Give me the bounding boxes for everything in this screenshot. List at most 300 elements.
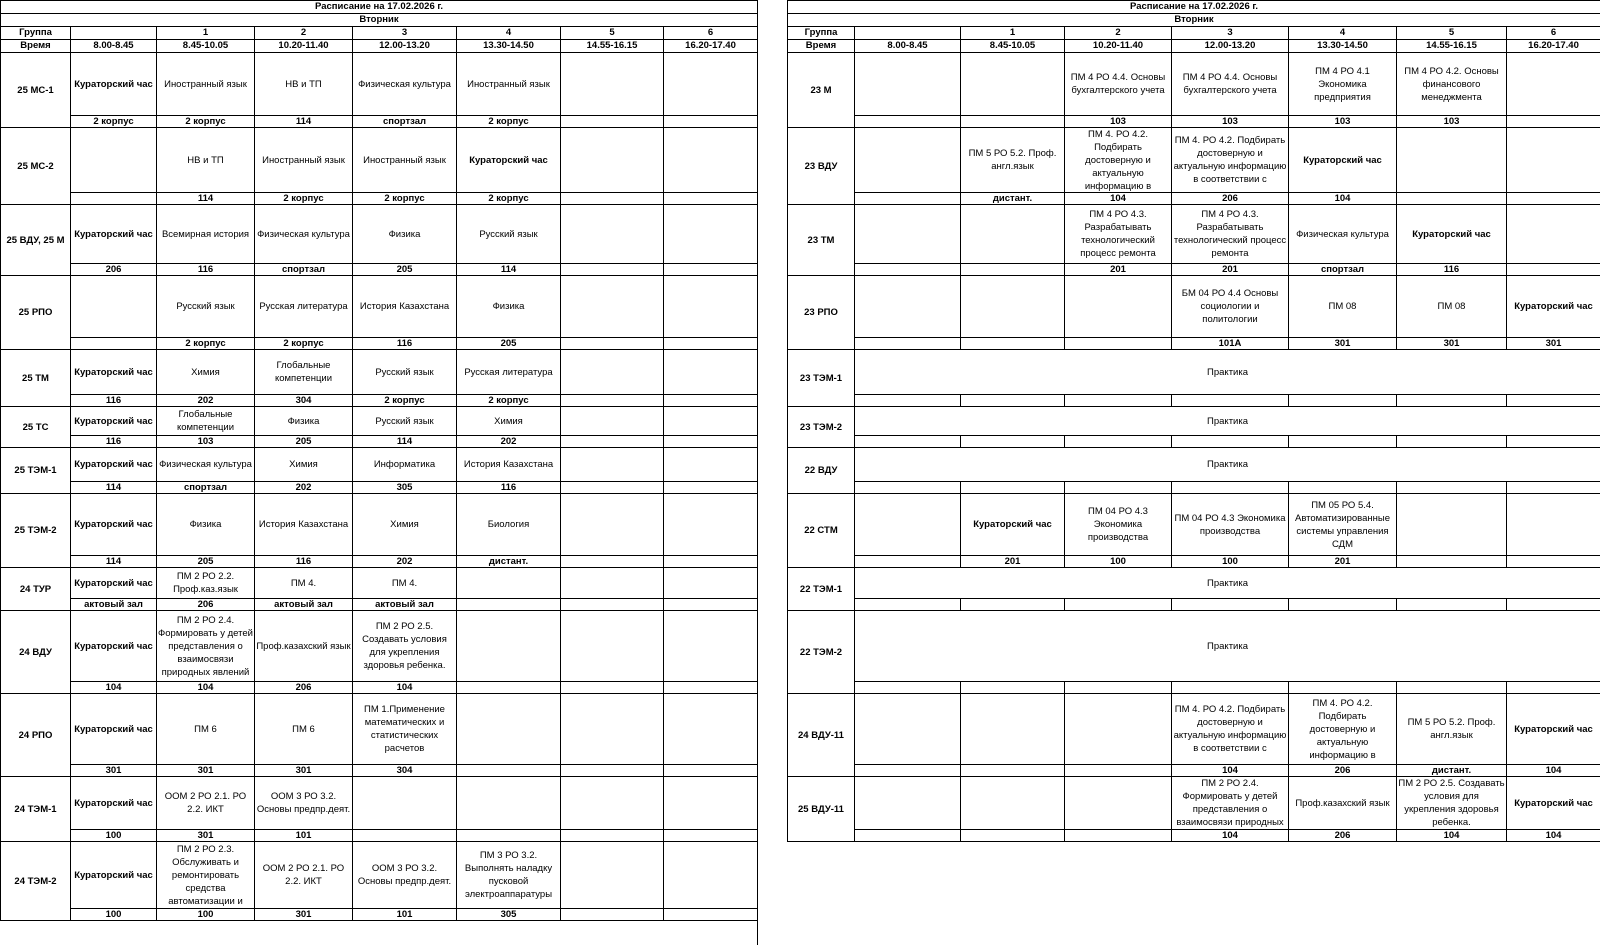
group-name: 25 ВДУ-11 xyxy=(788,777,855,842)
room-cell: 2 корпус xyxy=(457,395,561,407)
room-cell: 104 xyxy=(1289,193,1397,205)
lesson-text: Кураторский час xyxy=(1514,723,1593,735)
room-cell xyxy=(561,556,664,568)
lesson-text: Кураторский час xyxy=(1514,797,1593,809)
room-cell: спортзал xyxy=(255,264,353,276)
lesson-cell xyxy=(1397,128,1507,193)
group-name: 22 ВДУ xyxy=(788,448,855,494)
room-cell: 206 xyxy=(1172,193,1289,205)
lesson-text: Кураторский час xyxy=(74,78,153,90)
group-name: 25 ВДУ, 25 М xyxy=(1,205,71,276)
lesson-text: ПМ 5 РО 5.2. Проф. англ.язык xyxy=(968,148,1057,172)
table-row xyxy=(788,264,1600,276)
room-cell: 201 xyxy=(1289,556,1397,568)
room-cell xyxy=(855,193,961,205)
table-row xyxy=(788,128,1600,193)
table-row xyxy=(1,777,758,830)
table-row xyxy=(788,395,1600,407)
lesson-text: ПМ 2 РО 2.2. Проф.каз.язык xyxy=(173,571,238,595)
lesson-text: ПМ 4 РО 4.1 Экономика предприятия xyxy=(1314,65,1371,103)
room-cell xyxy=(1172,395,1289,407)
pair-number-6: 6 xyxy=(1507,27,1600,40)
lesson-cell xyxy=(157,494,255,556)
lesson-text: Кураторский час xyxy=(74,577,153,589)
pair-number-0 xyxy=(71,27,157,40)
lesson-text: Иностранный язык xyxy=(363,154,446,166)
room-cell xyxy=(561,395,664,407)
room-cell xyxy=(855,116,961,128)
lesson-text: ПМ 5 РО 5.2. Проф. англ.язык xyxy=(1407,717,1496,741)
lesson-text: ПМ 08 xyxy=(1437,301,1466,312)
table-row xyxy=(788,205,1600,264)
lesson-cell xyxy=(1289,777,1397,830)
lesson-text: БМ 04 РО 4.4 Основы социологии и политологии xyxy=(1181,288,1279,325)
lesson-text: Физика xyxy=(189,519,222,530)
room-cell xyxy=(664,830,758,842)
lesson-text: ПМ 4. xyxy=(391,577,418,589)
lesson-cell xyxy=(664,842,758,909)
merged-activity: Практика xyxy=(855,448,1600,482)
lesson-cell xyxy=(664,448,758,482)
lesson-cell xyxy=(71,611,157,682)
lesson-cell xyxy=(664,407,758,436)
time-slot-6: 16.20-17.40 xyxy=(664,40,758,53)
room-cell: 2 корпус xyxy=(255,338,353,350)
time-header: Время xyxy=(1,40,71,53)
lesson-text: Химия xyxy=(191,366,220,378)
lesson-text: Иностранный язык xyxy=(262,154,345,166)
lesson-cell xyxy=(71,276,157,338)
lesson-cell xyxy=(71,694,157,765)
lesson-text: История Казахстана xyxy=(359,301,450,312)
lesson-text: Русский язык xyxy=(375,415,434,427)
lesson-cell xyxy=(255,777,353,830)
lesson-text: Кураторский час xyxy=(74,366,153,378)
pair-number-2: 2 xyxy=(255,27,353,40)
room-cell: 206 xyxy=(71,264,157,276)
room-cell xyxy=(855,599,961,611)
lesson-text: Кураторский час xyxy=(469,154,548,166)
lesson-cell xyxy=(1289,276,1397,338)
room-cell xyxy=(457,765,561,777)
room-cell xyxy=(664,395,758,407)
lesson-cell xyxy=(664,777,758,830)
group-name: 23 ВДУ xyxy=(788,128,855,205)
lesson-cell xyxy=(855,694,961,765)
lesson-cell xyxy=(1065,494,1172,556)
lesson-cell xyxy=(353,568,457,599)
room-cell: 104 xyxy=(157,682,255,694)
room-cell: дистант. xyxy=(1397,765,1507,777)
table-row xyxy=(788,556,1600,568)
table-row xyxy=(1,264,758,276)
lesson-cell xyxy=(1172,53,1289,116)
room-cell: 202 xyxy=(157,395,255,407)
room-cell: 104 xyxy=(1065,193,1172,205)
lesson-text: Кураторский час xyxy=(74,228,153,240)
room-cell: 202 xyxy=(353,556,457,568)
lesson-cell xyxy=(961,128,1065,193)
lesson-cell xyxy=(157,128,255,193)
group-name: 23 М xyxy=(788,53,855,128)
lesson-text: ООМ 3 РО 3.2. Основы предпр.деят. xyxy=(357,863,452,887)
table-row xyxy=(788,482,1600,494)
room-cell: 202 xyxy=(255,482,353,494)
room-cell: 301 xyxy=(1397,338,1507,350)
table-row xyxy=(788,407,1600,436)
lesson-cell xyxy=(255,448,353,482)
room-cell xyxy=(1065,482,1172,494)
room-cell xyxy=(1507,599,1600,611)
lesson-cell xyxy=(157,448,255,482)
table-row xyxy=(1,128,758,193)
room-cell xyxy=(1065,599,1172,611)
lesson-cell xyxy=(1397,276,1507,338)
pair-number-0 xyxy=(855,27,961,40)
group-name: 25 ТЭМ-2 xyxy=(1,494,71,568)
room-cell xyxy=(961,338,1065,350)
lesson-cell xyxy=(457,611,561,682)
room-cell xyxy=(1289,482,1397,494)
table-row xyxy=(788,611,1600,682)
room-cell xyxy=(961,436,1065,448)
table-row xyxy=(1,599,758,611)
lesson-text: Русский язык xyxy=(479,228,538,240)
lesson-cell xyxy=(71,128,157,193)
lesson-text: ПМ 4. РО 4.2. Подбирать достоверную и актуальную информацию в соответствии с xyxy=(1173,135,1287,185)
room-cell: 116 xyxy=(71,436,157,448)
room-cell xyxy=(664,264,758,276)
pair-number-4: 4 xyxy=(457,27,561,40)
lesson-cell xyxy=(855,53,961,116)
pair-number-2: 2 xyxy=(1065,27,1172,40)
lesson-cell xyxy=(1397,494,1507,556)
room-cell: 116 xyxy=(1397,264,1507,276)
lesson-cell xyxy=(457,777,561,830)
room-cell xyxy=(1289,436,1397,448)
group-name: 25 РПО xyxy=(1,276,71,350)
lesson-cell xyxy=(1507,53,1600,116)
room-cell xyxy=(1065,830,1172,842)
room-cell: 104 xyxy=(1507,830,1600,842)
room-cell xyxy=(1065,395,1172,407)
time-slot-3: 12.00-13.20 xyxy=(353,40,457,53)
time-slot-4: 13.30-14.50 xyxy=(1289,40,1397,53)
group-name: 23 ТМ xyxy=(788,205,855,276)
lesson-cell xyxy=(457,568,561,599)
lesson-cell xyxy=(71,205,157,264)
time-header: Время xyxy=(788,40,855,53)
lesson-text: ПМ 4. РО 4.2. Подбирать достоверную и актуальную информацию в xyxy=(1084,129,1152,192)
lesson-cell xyxy=(71,350,157,395)
room-cell: 100 xyxy=(1172,556,1289,568)
schedule-title: Расписание на 17.02.2026 г. xyxy=(788,1,1600,14)
table-row xyxy=(788,436,1600,448)
lesson-text: ПМ 6 xyxy=(292,723,315,735)
lesson-cell xyxy=(353,694,457,765)
lesson-cell xyxy=(1397,205,1507,264)
room-cell xyxy=(1397,436,1507,448)
lesson-cell xyxy=(1397,777,1507,830)
lesson-cell xyxy=(961,494,1065,556)
room-cell: 116 xyxy=(457,482,561,494)
lesson-cell xyxy=(157,694,255,765)
group-name: 24 ТУР xyxy=(1,568,71,611)
room-cell xyxy=(855,436,961,448)
room-cell xyxy=(561,599,664,611)
lesson-cell xyxy=(664,53,758,116)
lesson-cell xyxy=(157,407,255,436)
room-cell: 2 корпус xyxy=(157,338,255,350)
lesson-cell xyxy=(157,611,255,682)
lesson-cell xyxy=(855,494,961,556)
lesson-text: ООМ 2 РО 2.1. РО 2.2. ИКТ xyxy=(262,863,345,887)
room-cell xyxy=(664,909,758,921)
room-cell xyxy=(561,193,664,205)
lesson-cell xyxy=(1507,128,1600,193)
room-cell: спортзал xyxy=(353,116,457,128)
lesson-text: ПМ 2 РО 2.5. Создавать условия для укрепления здоровья ребенка. xyxy=(362,621,447,671)
lesson-text: История Казахстана xyxy=(463,459,554,470)
group-name: 22 ТЭМ-2 xyxy=(788,611,855,694)
group-name: 24 РПО xyxy=(1,694,71,777)
room-cell xyxy=(457,682,561,694)
room-cell: 201 xyxy=(961,556,1065,568)
pair-number-6: 6 xyxy=(664,27,758,40)
time-slot-1: 8.45-10.05 xyxy=(961,40,1065,53)
lesson-cell xyxy=(157,53,255,116)
room-cell xyxy=(664,193,758,205)
room-cell xyxy=(457,599,561,611)
room-cell xyxy=(961,599,1065,611)
pair-number-5: 5 xyxy=(561,27,664,40)
group-name: 25 ТЭМ-1 xyxy=(1,448,71,494)
lesson-cell xyxy=(255,694,353,765)
lesson-cell xyxy=(1065,205,1172,264)
lesson-cell xyxy=(353,494,457,556)
lesson-cell xyxy=(71,53,157,116)
time-slot-5: 14.55-16.15 xyxy=(1397,40,1507,53)
room-cell: 2 корпус xyxy=(353,395,457,407)
group-name: 24 ВДУ xyxy=(1,611,71,694)
table-row xyxy=(788,448,1600,482)
time-slot-2: 10.20-11.40 xyxy=(1065,40,1172,53)
time-slot-5: 14.55-16.15 xyxy=(561,40,664,53)
table-row xyxy=(1,568,758,599)
lesson-cell xyxy=(157,842,255,909)
lesson-cell xyxy=(1172,205,1289,264)
room-cell: 114 xyxy=(71,482,157,494)
lesson-cell xyxy=(157,568,255,599)
lesson-text: Глобальные компетенции xyxy=(176,409,235,433)
lesson-text: Химия xyxy=(494,415,523,427)
room-cell xyxy=(664,338,758,350)
lesson-cell xyxy=(255,842,353,909)
merged-activity: Практика xyxy=(855,407,1600,436)
table-row xyxy=(1,682,758,694)
lesson-text: Физика xyxy=(388,228,421,240)
room-cell xyxy=(561,338,664,350)
lesson-cell xyxy=(157,777,255,830)
room-cell: 205 xyxy=(457,338,561,350)
lesson-cell xyxy=(353,777,457,830)
schedule-title: Расписание на 17.02.2026 г. xyxy=(1,1,758,14)
room-cell: 103 xyxy=(1397,116,1507,128)
room-cell: 301 xyxy=(255,909,353,921)
room-cell xyxy=(71,338,157,350)
lesson-cell xyxy=(855,205,961,264)
lesson-text: ПМ 2 РО 2.4. Формировать у детей представления о взаимосвязи природных явлений xyxy=(158,614,253,678)
lesson-cell xyxy=(1065,128,1172,193)
room-cell: 304 xyxy=(353,765,457,777)
lesson-cell xyxy=(1289,128,1397,193)
room-cell: 2 корпус xyxy=(457,116,561,128)
lesson-cell xyxy=(664,205,758,264)
room-cell xyxy=(1507,116,1600,128)
lesson-cell xyxy=(255,568,353,599)
room-cell xyxy=(1507,436,1600,448)
room-cell xyxy=(1172,682,1289,694)
lesson-text: ПМ 4 РО 4.3. Разрабатывать технологический процесс ремонта xyxy=(1173,209,1287,259)
schedule-sheet-left xyxy=(0,0,757,921)
room-cell xyxy=(855,395,961,407)
lesson-cell xyxy=(457,350,561,395)
day-of-week: Вторник xyxy=(788,14,1600,27)
time-slot-3: 12.00-13.20 xyxy=(1172,40,1289,53)
lesson-cell xyxy=(1507,694,1600,765)
lesson-text: Кураторский час xyxy=(74,869,153,881)
lesson-cell xyxy=(457,407,561,436)
lesson-text: ПМ 2 РО 2.3. Обслуживать и ремонтировать средства автоматизации и xyxy=(168,843,243,907)
lesson-cell xyxy=(1172,276,1289,338)
lesson-cell xyxy=(855,276,961,338)
room-cell: 301 xyxy=(157,830,255,842)
room-cell: 301 xyxy=(255,765,353,777)
lesson-cell xyxy=(353,842,457,909)
room-cell xyxy=(961,482,1065,494)
pair-number-3: 3 xyxy=(353,27,457,40)
schedule-table-left xyxy=(0,0,758,921)
lesson-cell xyxy=(353,128,457,193)
room-cell xyxy=(664,116,758,128)
lesson-cell xyxy=(457,448,561,482)
lesson-text: Кураторский час xyxy=(74,519,153,530)
room-cell xyxy=(961,682,1065,694)
group-header: Группа xyxy=(1,27,71,40)
room-cell xyxy=(1172,599,1289,611)
table-row xyxy=(1,205,758,264)
lesson-cell xyxy=(1172,494,1289,556)
room-cell xyxy=(561,264,664,276)
merged-activity: Практика xyxy=(855,350,1600,395)
lesson-cell xyxy=(961,777,1065,830)
lesson-cell xyxy=(457,842,561,909)
lesson-text: Физическая культура xyxy=(358,78,451,90)
table-row xyxy=(788,116,1600,128)
lesson-cell xyxy=(1065,53,1172,116)
lesson-text: Физика xyxy=(492,301,525,312)
lesson-cell xyxy=(961,694,1065,765)
group-name: 24 ТЭМ-2 xyxy=(1,842,71,921)
table-row xyxy=(1,765,758,777)
room-cell xyxy=(1507,556,1600,568)
room-cell: 205 xyxy=(157,556,255,568)
group-name: 24 ВДУ-11 xyxy=(788,694,855,777)
table-row xyxy=(788,765,1600,777)
lesson-text: Кураторский час xyxy=(1514,301,1593,312)
room-cell xyxy=(855,556,961,568)
lesson-cell xyxy=(961,205,1065,264)
lesson-text: Глобальные компетенции xyxy=(274,360,333,384)
room-cell: дистант. xyxy=(961,193,1065,205)
room-cell xyxy=(353,830,457,842)
lesson-text: ПМ 4. РО 4.2. Подбирать достоверную и актуальную информацию в соответствии с xyxy=(1173,704,1287,754)
room-cell xyxy=(855,765,961,777)
room-cell xyxy=(1507,264,1600,276)
room-cell: 101 xyxy=(353,909,457,921)
room-cell: 301 xyxy=(1507,338,1600,350)
group-name: 25 МС-2 xyxy=(1,128,71,205)
room-cell: 305 xyxy=(457,909,561,921)
lesson-cell xyxy=(561,568,664,599)
room-cell: 100 xyxy=(157,909,255,921)
room-cell: 116 xyxy=(157,264,255,276)
room-cell: 103 xyxy=(1065,116,1172,128)
room-cell: 114 xyxy=(157,193,255,205)
table-row xyxy=(1,116,758,128)
room-cell xyxy=(1065,338,1172,350)
lesson-cell xyxy=(255,205,353,264)
room-cell: 205 xyxy=(353,264,457,276)
table-row xyxy=(1,494,758,556)
lesson-cell xyxy=(457,205,561,264)
lesson-text: Иностранный язык xyxy=(467,78,550,90)
lesson-text: НВ и ТП xyxy=(285,78,322,90)
lesson-cell xyxy=(457,128,561,193)
lesson-cell xyxy=(71,494,157,556)
lesson-cell xyxy=(961,53,1065,116)
lesson-cell xyxy=(561,53,664,116)
room-cell: актовый зал xyxy=(255,599,353,611)
room-cell: 101 xyxy=(255,830,353,842)
room-cell: 104 xyxy=(1397,830,1507,842)
lesson-cell xyxy=(1289,694,1397,765)
room-cell: 202 xyxy=(457,436,561,448)
room-cell xyxy=(664,482,758,494)
lesson-cell xyxy=(353,53,457,116)
room-cell xyxy=(1289,682,1397,694)
time-slot-6: 16.20-17.40 xyxy=(1507,40,1600,53)
table-row xyxy=(788,276,1600,338)
lesson-text: ПМ 4. РО 4.2. Подбирать достоверную и актуальную информацию в xyxy=(1309,697,1376,761)
room-cell xyxy=(855,682,961,694)
day-of-week: Вторник xyxy=(1,14,758,27)
lesson-cell xyxy=(1065,777,1172,830)
room-cell: 206 xyxy=(1289,830,1397,842)
lesson-text: Русская литература xyxy=(464,366,553,378)
room-cell xyxy=(1065,682,1172,694)
lesson-cell xyxy=(1507,205,1600,264)
room-cell: 301 xyxy=(157,765,255,777)
lesson-cell xyxy=(1172,777,1289,830)
table-row xyxy=(1,448,758,482)
room-cell xyxy=(1507,482,1600,494)
room-cell: 103 xyxy=(1289,116,1397,128)
lesson-text: ПМ 4. xyxy=(290,577,317,589)
room-cell: актовый зал xyxy=(353,599,457,611)
lesson-cell xyxy=(1172,694,1289,765)
room-cell: 201 xyxy=(1065,264,1172,276)
